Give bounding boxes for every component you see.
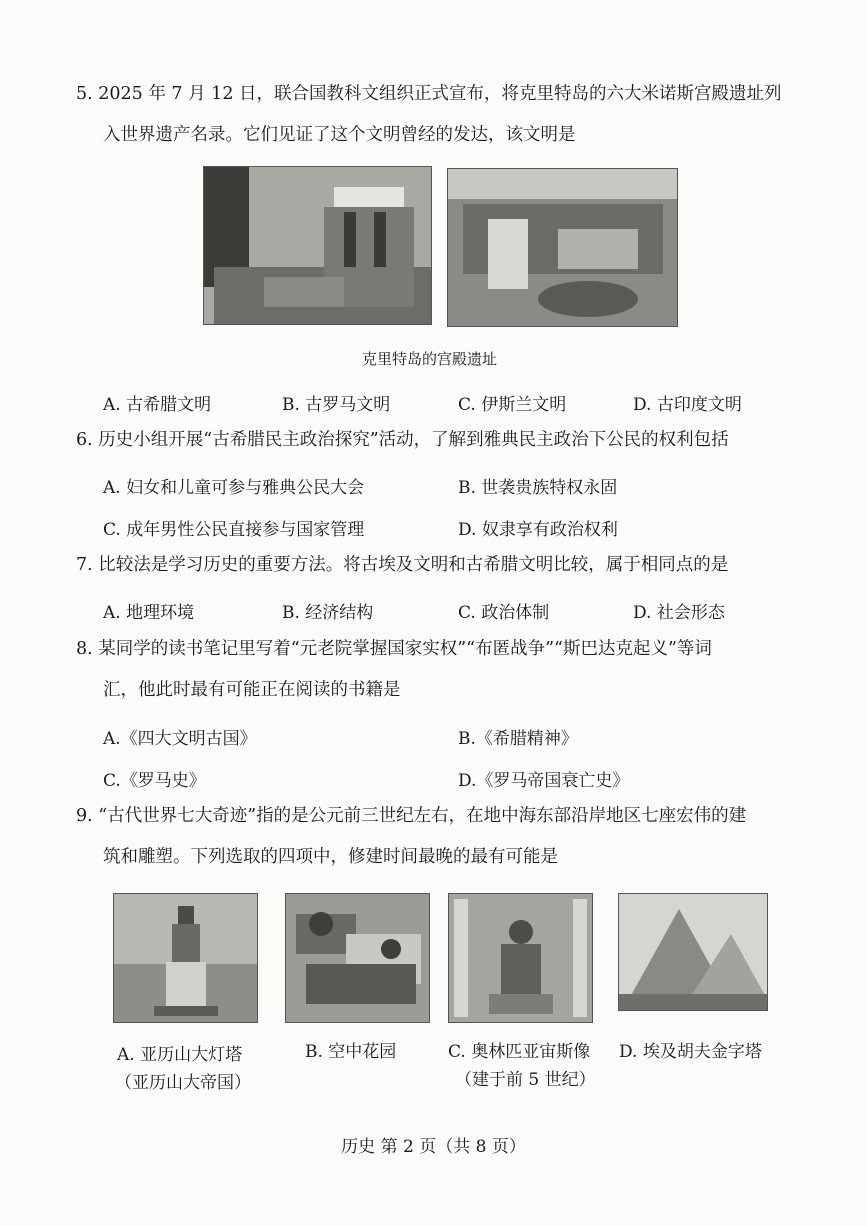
q7-option-c: C. 政治体制 [458,603,550,623]
q5-image-caption: 克里特岛的宫殿遗址 [362,350,498,368]
q9-item-c-label: C. 奥林匹亚宙斯像 [448,1042,591,1062]
q7-option-a: A. 地理环境 [103,603,195,623]
q5-stem-line1: 5. 2025 年 7 月 12 日，联合国教科文组织正式宣布，将克里特岛的六大米诺斯宫殿遗址列 [76,84,782,104]
q8-option-a: A.《四大文明古国》 [103,729,257,749]
q9-item-a-label: A. 亚历山大灯塔 [117,1045,243,1065]
q9-item-b-label: B. 空中花园 [305,1042,397,1062]
page-footer: 历史 第 2 页（共 8 页） [341,1137,526,1157]
q5-option-a: A. 古希腊文明 [103,395,212,415]
q5-option-c: C. 伊斯兰文明 [458,395,567,415]
q9-item-a-note: （亚历山大帝国） [115,1073,251,1093]
q9-stem-line2: 筑和雕塑。下列选取的四项中，修建时间最晚的最有可能是 [103,847,558,867]
q6-option-a: A. 妇女和儿童可参与雅典公民大会 [103,478,365,498]
q8-option-d: D.《罗马帝国衰亡史》 [458,771,630,791]
q8-stem-line1: 8. 某同学的读书笔记里写着“元老院掌握国家实权”“布匿战争”“斯巴达克起义”等词 [76,639,712,659]
q6-stem: 6. 历史小组开展“古希腊民主政治探究”活动，了解到雅典民主政治下公民的权利包括 [76,430,729,450]
q5-stem-line2: 入世界遗产名录。它们见证了这个文明曾经的发达，该文明是 [103,125,576,145]
q8-option-b: B.《希腊精神》 [458,729,578,749]
statue-of-zeus-image [448,893,593,1023]
q6-option-d: D. 奴隶享有政治权利 [458,520,618,540]
q9-item-d-label: D. 埃及胡夫金字塔 [619,1042,762,1062]
q8-option-c: C.《罗马史》 [103,771,206,791]
lighthouse-of-alexandria-image [113,893,258,1023]
q5-option-b: B. 古罗马文明 [282,395,391,415]
q5-option-d: D. 古印度文明 [633,395,742,415]
q9-item-c-note: （建于前 5 世纪） [455,1070,596,1090]
q9-stem-line1: 9. “古代世界七大奇迹”指的是公元前三世纪左右，在地中海东部沿岸地区七座宏伟的建 [76,806,747,826]
hanging-gardens-image [285,893,430,1023]
pyramid-of-khufu-image [618,893,768,1011]
q7-stem: 7. 比较法是学习历史的重要方法。将古埃及文明和古希腊文明比较，属于相同点的是 [76,555,729,575]
q6-option-c: C. 成年男性公民直接参与国家管理 [103,520,365,540]
q7-option-b: B. 经济结构 [282,603,374,623]
palace-ruins-photo-2 [447,168,678,327]
q7-option-d: D. 社会形态 [633,603,725,623]
q6-option-b: B. 世袭贵族特权永固 [458,478,618,498]
palace-ruins-photo-1 [203,166,432,325]
q8-stem-line2: 汇，他此时最有可能正在阅读的书籍是 [103,680,401,700]
